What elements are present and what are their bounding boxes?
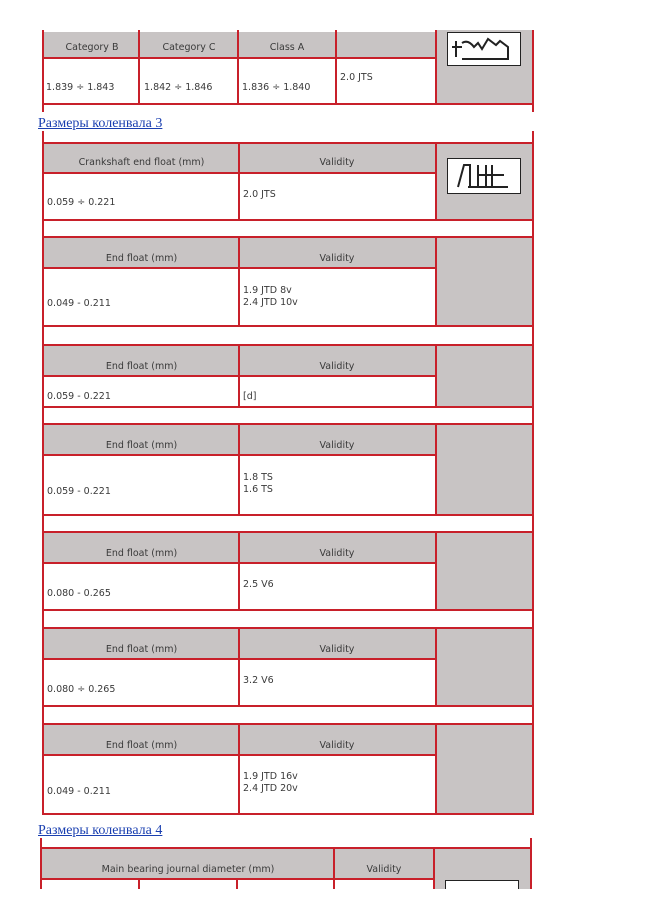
link-crankshaft-dimensions-4[interactable]: Размеры коленвала 4 — [38, 823, 163, 838]
block6-header-validity: Validity — [319, 644, 355, 655]
block1-value: 0.059 ÷ 0.221 — [47, 197, 116, 208]
block4-validity: 1.8 TS 1.6 TS — [243, 472, 273, 495]
link-crankshaft-dimensions-3[interactable]: Размеры коленвала 3 — [38, 116, 163, 131]
block4-header-validity: Validity — [319, 440, 355, 451]
caliper-icon — [447, 158, 521, 194]
block7-header-validity: Validity — [319, 740, 355, 751]
block3-value: 0.059 - 0.221 — [47, 391, 111, 402]
block4-header-endfloat: End float (mm) — [105, 440, 178, 451]
block1-header-endfloat: Crankshaft end float (mm) — [78, 157, 205, 168]
top-value-validity: 2.0 JTS — [340, 72, 373, 83]
bottom-header-validity: Validity — [366, 864, 402, 875]
block2-header-endfloat: End float (mm) — [105, 253, 178, 264]
block4-value: 0.059 - 0.221 — [47, 486, 111, 497]
block3-header-validity: Validity — [319, 361, 355, 372]
block7-value: 0.049 - 0.211 — [47, 786, 111, 797]
block6-validity: 3.2 V6 — [243, 675, 274, 686]
top-header-category-b: Category B — [65, 42, 119, 53]
block5-header-endfloat: End float (mm) — [105, 548, 178, 559]
top-header-class-a: Class A — [269, 42, 305, 53]
block3-validity: [d] — [243, 391, 257, 402]
block2-validity: 1.9 JTD 8v 2.4 JTD 10v — [243, 285, 298, 308]
block6-value: 0.080 ÷ 0.265 — [47, 684, 116, 695]
block1-header-validity: Validity — [319, 157, 355, 168]
block6-header-endfloat: End float (mm) — [105, 644, 178, 655]
block2-value: 0.049 - 0.211 — [47, 298, 111, 309]
top-header-category-c: Category C — [162, 42, 216, 53]
block5-value: 0.080 - 0.265 — [47, 588, 111, 599]
block3-header-endfloat: End float (mm) — [105, 361, 178, 372]
crankshaft-measure-icon — [447, 32, 521, 66]
top-value-class-a: 1.836 ÷ 1.840 — [242, 82, 311, 93]
block7-validity: 1.9 JTD 16v 2.4 JTD 20v — [243, 771, 298, 794]
block1-validity: 2.0 JTS — [243, 189, 276, 200]
top-value-category-b: 1.839 ÷ 1.843 — [46, 82, 115, 93]
block5-header-validity: Validity — [319, 548, 355, 559]
block5-validity: 2.5 V6 — [243, 579, 274, 590]
block7-header-endfloat: End float (mm) — [105, 740, 178, 751]
block2-header-validity: Validity — [319, 253, 355, 264]
bottom-header-main-bearing: Main bearing journal diameter (mm) — [101, 864, 275, 875]
top-value-category-c: 1.842 ÷ 1.846 — [144, 82, 213, 93]
